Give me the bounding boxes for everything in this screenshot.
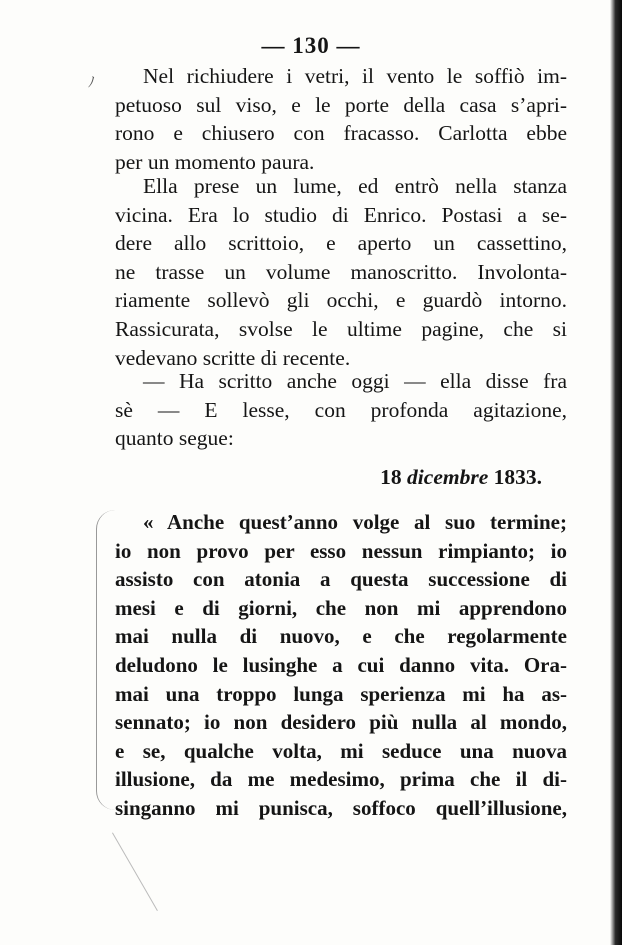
- text-line: dere allo scrittoio, e aperto un cassettino,: [115, 231, 567, 256]
- paragraph-3: [115, 367, 567, 453]
- text-line: illusione, da me medesimo, prima che il di-: [115, 767, 567, 792]
- text-line: riamente sollevò gli occhi, e guardò intorno.: [115, 288, 567, 313]
- text-line: mesi e di giorni, che non mi apprendono: [115, 595, 567, 620]
- date-year: 1833.: [493, 465, 542, 489]
- text-line: assisto con atonia a questa successione di: [115, 567, 567, 592]
- text-line: io non provo per esso nessun rimpianto; io: [115, 538, 567, 563]
- text-line: Rassicurata, svolse le ultime pagine, che si: [115, 316, 567, 341]
- date-month: dicembre: [407, 465, 489, 489]
- text-line: sè — E lesse, con profonda agitazione,: [115, 397, 567, 422]
- text-line: singanno mi punisca, soffoco quell’illusione,: [115, 795, 567, 820]
- text-line: rono e chiusero con fracasso. Carlotta ebbe: [115, 121, 567, 146]
- text-line: e se, qualche volta, mi seduce una nuova: [115, 738, 567, 763]
- text-line: « Anche quest’anno volge al suo termine;: [143, 510, 567, 534]
- text-line: Ella prese un lume, ed entrò nella stanza: [143, 174, 567, 198]
- date-day: 18: [380, 465, 402, 489]
- text-line: sennato; io non desidero più nulla al mondo,: [115, 710, 567, 735]
- margin-mark: ﾉ: [88, 76, 95, 91]
- page-edge-shadow: [610, 0, 622, 945]
- text-line: Nel richiudere i vetri, il vento le soffiò im-: [143, 64, 567, 88]
- text-line: quanto segue:: [115, 426, 234, 451]
- text-line: vedevano scritte di recente.: [115, 345, 351, 370]
- text-line: deludono le lusinghe a cui danno vita. Ora-: [115, 652, 567, 677]
- page-number: — 130 —: [261, 33, 361, 58]
- text-line: per un momento paura.: [115, 149, 315, 174]
- text-line: — Ha scritto anche oggi — ella disse fra: [143, 369, 567, 393]
- diary-dateline: [380, 465, 542, 490]
- text-line: petuoso sul viso, e le porte della casa s’apri-: [115, 92, 567, 117]
- paragraph-1: [115, 62, 567, 176]
- diary-entry: [115, 508, 567, 823]
- text-line: mai una troppo lunga sperienza mi ha as-: [115, 681, 567, 706]
- text-line: mai nulla di nuovo, e che regolarmente: [115, 624, 567, 649]
- text-line: vicina. Era lo studio di Enrico. Postasi a se-: [115, 202, 567, 227]
- pencil-bracket-mark: [96, 510, 115, 810]
- paragraph-2: [115, 172, 567, 372]
- text-line: ne trasse un volume manoscritto. Involonta-: [115, 259, 567, 284]
